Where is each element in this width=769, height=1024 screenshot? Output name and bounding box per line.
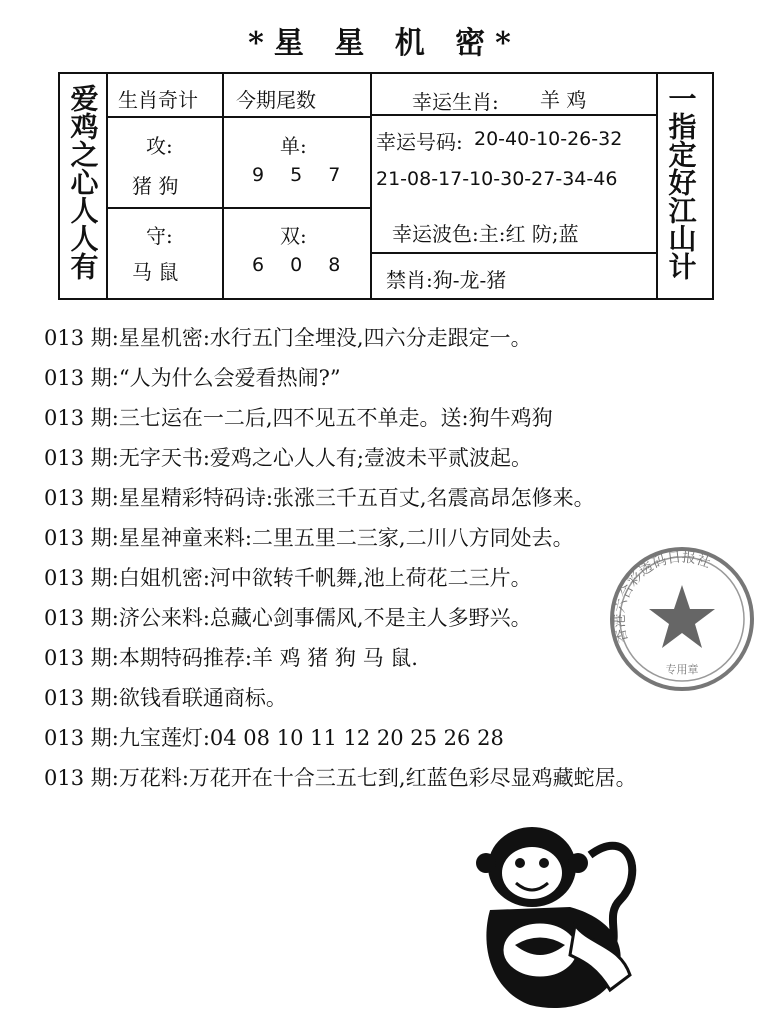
line-8: 013 期:济公来料:总藏心剑事儒风,不是主人多野兴。 bbox=[44, 606, 532, 630]
header-zodiac-plan: 生肖奇计 bbox=[118, 88, 198, 112]
line-2: 013 期:“人为什么会爱看热闹?” bbox=[44, 366, 341, 390]
lucky-numbers-line1: 20-40-10-26-32 bbox=[474, 128, 623, 150]
line-6: 013 期:星星神童来料:二里五里二三家,二川八方同处去。 bbox=[44, 526, 574, 550]
line-5: 013 期:星星精彩特码诗:张涨三千五百丈,名震高昂怎修来。 bbox=[44, 486, 595, 510]
even-value: 6 0 8 bbox=[252, 254, 351, 276]
odd-label: 单: bbox=[280, 134, 307, 158]
even-label: 双: bbox=[280, 224, 307, 248]
header-tail-numbers: 今期尾数 bbox=[236, 88, 316, 112]
line-10: 013 期:欲钱看联通商标。 bbox=[44, 686, 287, 710]
svg-text:香港六合彩透码日报社 bbox=[612, 548, 713, 644]
seal-label: 专用章 bbox=[665, 663, 699, 676]
left-vertical-slogan: 爱鸡之心人人有 bbox=[66, 84, 100, 280]
right-vertical-slogan: 一指定好江山计 bbox=[664, 84, 698, 280]
lucky-zodiac-label: 幸运生肖: bbox=[412, 90, 499, 114]
lucky-numbers-line2: 21-08-17-10-30-27-34-46 bbox=[376, 168, 618, 190]
attack-value: 猪 狗 bbox=[132, 174, 179, 198]
line-12: 013 期:万花料:万花开在十合三五七到,红蓝色彩尽显鸡藏蛇居。 bbox=[44, 766, 637, 790]
defend-label: 守: bbox=[146, 224, 173, 248]
info-box bbox=[58, 72, 714, 300]
line-7: 013 期:白姐机密:河中欲转千帆舞,池上荷花二三片。 bbox=[44, 566, 532, 590]
star-icon bbox=[649, 585, 715, 648]
seal-text: 香港六合彩透码日报社 bbox=[611, 549, 713, 645]
line-3: 013 期:三七运在一二后,四不见五不单走。送:狗牛鸡狗 bbox=[44, 406, 553, 430]
page-title: *星 星 机 密* bbox=[248, 26, 521, 61]
line-1: 013 期:星星机密:水行五门全埋没,四六分走跟定一。 bbox=[44, 326, 532, 350]
lucky-color: 幸运波色:主:红 防;蓝 bbox=[392, 222, 579, 246]
odd-value: 9 5 7 bbox=[252, 164, 351, 186]
monkey-mascot-icon bbox=[470, 815, 650, 1015]
lucky-zodiac-value: 羊 鸡 bbox=[540, 88, 587, 112]
defend-value: 马 鼠 bbox=[132, 260, 179, 284]
line-11: 013 期:九宝莲灯:04 08 10 11 12 20 25 26 28 bbox=[44, 726, 504, 750]
attack-label: 攻: bbox=[146, 134, 173, 158]
forbidden-zodiac: 禁肖:狗-龙-猪 bbox=[386, 268, 507, 292]
line-9: 013 期:本期特码推荐:羊 鸡 猪 狗 马 鼠. bbox=[44, 646, 418, 670]
line-4: 013 期:无字天书:爱鸡之心人人有;壹波未平贰波起。 bbox=[44, 446, 532, 470]
lucky-numbers-label: 幸运号码: bbox=[376, 130, 463, 154]
official-seal-stamp bbox=[608, 545, 756, 693]
